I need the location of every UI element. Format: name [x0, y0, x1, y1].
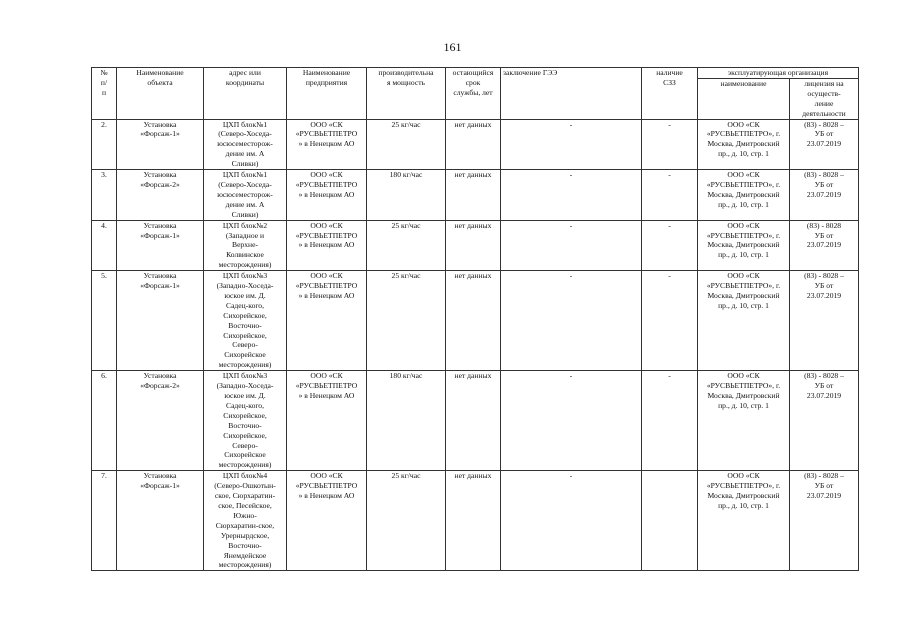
cell-num: 2.: [92, 119, 117, 170]
cell-line: Колвинское: [226, 250, 264, 260]
cell-line: » в Ненецком АО: [298, 491, 355, 501]
cell-line: Восточно-: [228, 320, 262, 330]
cell-line: » в Ненецком АО: [298, 139, 355, 149]
cell-line: УБ от: [814, 281, 834, 291]
cell-line: «РУСВЬЕТПЕТРО: [295, 129, 358, 139]
cell-line: 23.07.2019: [806, 491, 842, 501]
table-row: [92, 220, 859, 271]
cell-line: (Северо-Хоседа-: [218, 179, 272, 189]
cell-gee: -: [501, 471, 642, 571]
cell-line: Москва, Дмитровский: [707, 240, 780, 250]
cell-object: [117, 119, 204, 170]
cell-address: [204, 271, 287, 371]
cell-service-life: нет данных: [446, 220, 501, 271]
cell-service-life: нет данных: [446, 170, 501, 221]
cell-line: «РУСВЬЕТПЕТРО», г.: [706, 230, 781, 240]
cell-line: 23.07.2019: [806, 139, 842, 149]
cell-line: ООО «СК: [727, 119, 760, 129]
cell-line: » в Ненецком АО: [298, 290, 355, 300]
cell-line: месторождения): [218, 360, 272, 370]
cell-capacity: 25 кг/час: [367, 471, 446, 571]
cell-line: 23.07.2019: [806, 391, 842, 400]
header-line: осуществ-: [807, 88, 841, 98]
cell-line: пр., д. 10, стр. 1: [718, 199, 769, 209]
cell-line: юское им. Д.: [224, 391, 266, 400]
cell-line: «РУСВЬЕТПЕТРО: [295, 481, 358, 491]
cell-line: «РУСВЬЕТПЕТРО: [295, 179, 358, 189]
cell-line: Москва, Дмитровский: [707, 189, 780, 199]
cell-line: Сихорейское,: [223, 310, 267, 320]
cell-line: месторождения): [218, 260, 272, 270]
cell-service-life: нет данных: [446, 371, 501, 471]
cell-line: ское, Песейское,: [218, 500, 272, 510]
cell-line: Москва, Дмитровский: [707, 139, 780, 149]
cell-line: ское, Сюрхаратин-: [214, 491, 276, 501]
cell-gee: -: [501, 220, 642, 271]
table-row: [92, 271, 859, 371]
cell-object: [117, 220, 204, 271]
cell-line: пр., д. 10, стр. 1: [718, 250, 769, 260]
cell-line: ООО «СК: [727, 220, 760, 230]
cell-line: Москва, Дмитровский: [707, 290, 780, 300]
cell-line: ЦХП блок№1: [222, 170, 268, 180]
header-line: СЗЗ: [663, 77, 676, 87]
cell-license: [790, 220, 859, 271]
cell-object: [117, 170, 204, 221]
cell-num: 5.: [92, 271, 117, 371]
cell-line: ООО «СК: [310, 119, 343, 129]
cell-capacity: 180 кг/час: [367, 170, 446, 221]
cell-line: Сихорейское,: [223, 330, 267, 340]
cell-gee: -: [501, 271, 642, 371]
cell-line: (83) - 8028 –: [804, 170, 844, 180]
cell-org-name: [698, 471, 790, 571]
cell-line: (83) - 8028 –: [804, 471, 844, 481]
header-enterprise: [287, 68, 367, 120]
cell-line: «РУСВЬЕТПЕТРО», г.: [706, 281, 781, 291]
cell-line: юское им. Д.: [224, 290, 266, 300]
cell-szz: -: [642, 119, 698, 170]
header-line: наличие: [656, 68, 683, 77]
cell-license: [790, 119, 859, 170]
cell-num: 4.: [92, 220, 117, 271]
cell-enterprise: [287, 119, 367, 170]
header-line: заключение ГЭЭ: [503, 68, 558, 77]
cell-line: «Форсаж-1»: [140, 230, 180, 240]
header-line: адрес или: [229, 68, 261, 77]
header-gee: [501, 68, 642, 120]
cell-line: ООО «СК: [727, 271, 760, 281]
cell-line: Садец-кого,: [226, 400, 264, 410]
cell-num: 7.: [92, 471, 117, 571]
cell-line: » в Ненецком АО: [298, 391, 355, 400]
cell-line: месторождения): [218, 460, 272, 470]
cell-line: Сихорейское,: [223, 430, 267, 440]
cell-line: Установка: [143, 170, 177, 180]
header-line: ление: [814, 98, 834, 108]
cell-line: ЦХП блок№3: [222, 371, 268, 381]
cell-service-life: нет данных: [446, 271, 501, 371]
cell-line: Сихорейское: [224, 350, 266, 360]
cell-address: [204, 220, 287, 271]
table-row: [92, 471, 859, 571]
header-line: объекта: [147, 77, 173, 87]
cell-szz: -: [642, 271, 698, 371]
header-address: [204, 68, 287, 120]
cell-object: [117, 371, 204, 471]
cell-service-life: нет данных: [446, 119, 501, 170]
cell-enterprise: [287, 220, 367, 271]
cell-gee: -: [501, 170, 642, 221]
cell-line: 23.07.2019: [806, 240, 842, 250]
cell-line: ЦХП блок№4: [222, 471, 268, 481]
cell-szz: -: [642, 220, 698, 271]
header-szz: [642, 68, 698, 120]
cell-line: «Форсаж-2»: [140, 381, 180, 391]
cell-line: «РУСВЬЕТПЕТРО: [295, 381, 358, 391]
header-line: службы, лет: [453, 87, 493, 97]
cell-line: «РУСВЬЕТПЕТРО: [295, 281, 358, 291]
header-line: п/: [100, 77, 108, 87]
cell-line: (83) - 8028 –: [804, 371, 844, 381]
header-line: предприятия: [305, 77, 348, 87]
cell-line: Южно-: [233, 510, 257, 520]
cell-enterprise: [287, 271, 367, 371]
cell-object: [117, 271, 204, 371]
cell-line: Установка: [143, 220, 177, 230]
header-object: [117, 68, 204, 120]
cell-line: «РУСВЬЕТПЕТРО», г.: [706, 129, 781, 139]
cell-line: » в Ненецком АО: [298, 189, 355, 199]
header-line: наименование: [720, 78, 767, 88]
cell-line: «РУСВЬЕТПЕТРО», г.: [706, 481, 781, 491]
cell-capacity: 180 кг/час: [367, 371, 446, 471]
cell-org-name: [698, 119, 790, 170]
cell-license: [790, 471, 859, 571]
header-line: координаты: [225, 77, 265, 87]
cell-line: юсюсеместорож-: [217, 139, 273, 149]
cell-address: [204, 371, 287, 471]
cell-address: [204, 471, 287, 571]
cell-capacity: 25 кг/час: [367, 271, 446, 371]
cell-line: дение им. А: [225, 199, 265, 209]
cell-service-life: нет данных: [446, 471, 501, 571]
table-body: [92, 119, 859, 571]
header-line: №: [100, 68, 108, 77]
cell-org-name: [698, 271, 790, 371]
cell-org-name: [698, 220, 790, 271]
cell-line: «РУСВЬЕТПЕТРО», г.: [706, 381, 781, 391]
header-line: я мощность: [386, 77, 426, 87]
header-line: деятельности: [802, 108, 846, 118]
cell-license: [790, 371, 859, 471]
cell-line: Северо-: [232, 440, 258, 450]
cell-line: (Западно-Хоседа-: [216, 281, 274, 291]
cell-line: дение им. А: [225, 149, 265, 159]
cell-line: ООО «СК: [310, 220, 343, 230]
cell-line: (83) - 8028: [806, 220, 842, 230]
cell-line: Восточно-: [228, 540, 262, 550]
page-number: 161: [443, 40, 462, 54]
cell-szz: -: [642, 170, 698, 221]
cell-capacity: 25 кг/час: [367, 220, 446, 271]
cell-license: [790, 271, 859, 371]
cell-line: пр., д. 10, стр. 1: [718, 500, 769, 510]
cell-line: Установка: [143, 371, 177, 381]
header-license: [790, 78, 859, 119]
cell-gee: -: [501, 371, 642, 471]
cell-line: «Форсаж-2»: [140, 179, 180, 189]
cell-line: ООО «СК: [727, 471, 760, 481]
cell-line: ООО «СК: [310, 371, 343, 381]
cell-line: ООО «СК: [310, 471, 343, 481]
header-service-life: [446, 68, 501, 120]
header-operating-org: эксплуатирующая организация: [698, 68, 859, 79]
cell-line: Москва, Дмитровский: [707, 391, 780, 400]
header-capacity: [367, 68, 446, 120]
header-line: лицензия на: [804, 78, 844, 88]
cell-line: (Северо-Ошкотын-: [214, 481, 276, 491]
cell-line: пр., д. 10, стр. 1: [718, 149, 769, 159]
cell-line: месторождения): [218, 560, 272, 570]
cell-line: «РУСВЬЕТПЕТРО: [295, 230, 358, 240]
cell-line: (83) - 8028 –: [804, 271, 844, 281]
cell-line: пр., д. 10, стр. 1: [718, 300, 769, 310]
cell-line: Москва, Дмитровский: [707, 491, 780, 501]
cell-line: (Западное и: [225, 230, 265, 240]
cell-line: Верхне-: [232, 240, 258, 250]
header-line: п: [101, 87, 107, 97]
header-line: срок: [465, 77, 481, 87]
cell-line: Установка: [143, 119, 177, 129]
cell-line: ООО «СК: [310, 271, 343, 281]
cell-org-name: [698, 170, 790, 221]
table-row: [92, 170, 859, 221]
header-line: остающийся: [452, 68, 494, 77]
cell-line: Сихорейское: [224, 450, 266, 460]
cell-line: Садец-кого,: [226, 300, 264, 310]
cell-line: Установка: [143, 271, 177, 281]
cell-line: юсюсеместорож-: [217, 189, 273, 199]
cell-line: «Форсаж-1»: [140, 281, 180, 291]
registry-table: [91, 67, 859, 571]
cell-line: «Форсаж-1»: [140, 129, 180, 139]
cell-line: (Западно-Хоседа-: [216, 381, 274, 391]
cell-line: ЦХП блок№1: [222, 119, 268, 129]
header-org-name: [698, 78, 790, 119]
cell-line: УБ от: [814, 381, 834, 391]
cell-enterprise: [287, 471, 367, 571]
cell-line: 23.07.2019: [806, 189, 842, 199]
cell-object: [117, 471, 204, 571]
header-line: производительна: [378, 68, 434, 77]
cell-line: Северо-: [232, 340, 258, 350]
cell-org-name: [698, 371, 790, 471]
cell-capacity: 25 кг/час: [367, 119, 446, 170]
cell-line: » в Ненецком АО: [298, 240, 355, 250]
cell-line: (Северо-Хоседа-: [218, 129, 272, 139]
cell-line: ЦХП блок№3: [222, 271, 268, 281]
table-row: [92, 371, 859, 471]
cell-line: УБ от: [814, 230, 834, 240]
cell-line: 23.07.2019: [806, 290, 842, 300]
cell-line: Сливки): [231, 209, 259, 219]
cell-address: [204, 119, 287, 170]
cell-line: ООО «СК: [727, 371, 760, 381]
cell-gee: -: [501, 119, 642, 170]
cell-line: УБ от: [814, 129, 834, 139]
cell-szz: -: [642, 371, 698, 471]
cell-line: Янемдейское: [223, 550, 267, 560]
header-num: [92, 68, 117, 120]
cell-line: УБ от: [814, 481, 834, 491]
cell-license: [790, 170, 859, 221]
cell-line: (83) - 8028 –: [804, 119, 844, 129]
cell-line: «РУСВЬЕТПЕТРО», г.: [706, 179, 781, 189]
cell-address: [204, 170, 287, 221]
header-line: Наименование: [136, 68, 184, 77]
cell-line: ЦХП блок№2: [222, 220, 268, 230]
table-row: [92, 119, 859, 170]
cell-szz: [642, 471, 698, 571]
cell-line: Сюрхаратин-ское,: [215, 520, 275, 530]
cell-line: пр., д. 10, стр. 1: [718, 400, 769, 410]
cell-line: Сливки): [231, 159, 259, 169]
cell-line: УБ от: [814, 179, 834, 189]
cell-num: 3.: [92, 170, 117, 221]
cell-line: ООО «СК: [727, 170, 760, 180]
header-line: Наименование: [302, 68, 351, 77]
cell-line: Восточно-: [228, 420, 262, 430]
cell-enterprise: [287, 371, 367, 471]
cell-num: 6.: [92, 371, 117, 471]
cell-line: ООО «СК: [310, 170, 343, 180]
cell-enterprise: [287, 170, 367, 221]
cell-line: Сихорейское,: [223, 410, 267, 420]
cell-line: «Форсаж-1»: [140, 481, 180, 491]
cell-line: Урернырдское,: [220, 530, 270, 540]
cell-line: Установка: [143, 471, 177, 481]
